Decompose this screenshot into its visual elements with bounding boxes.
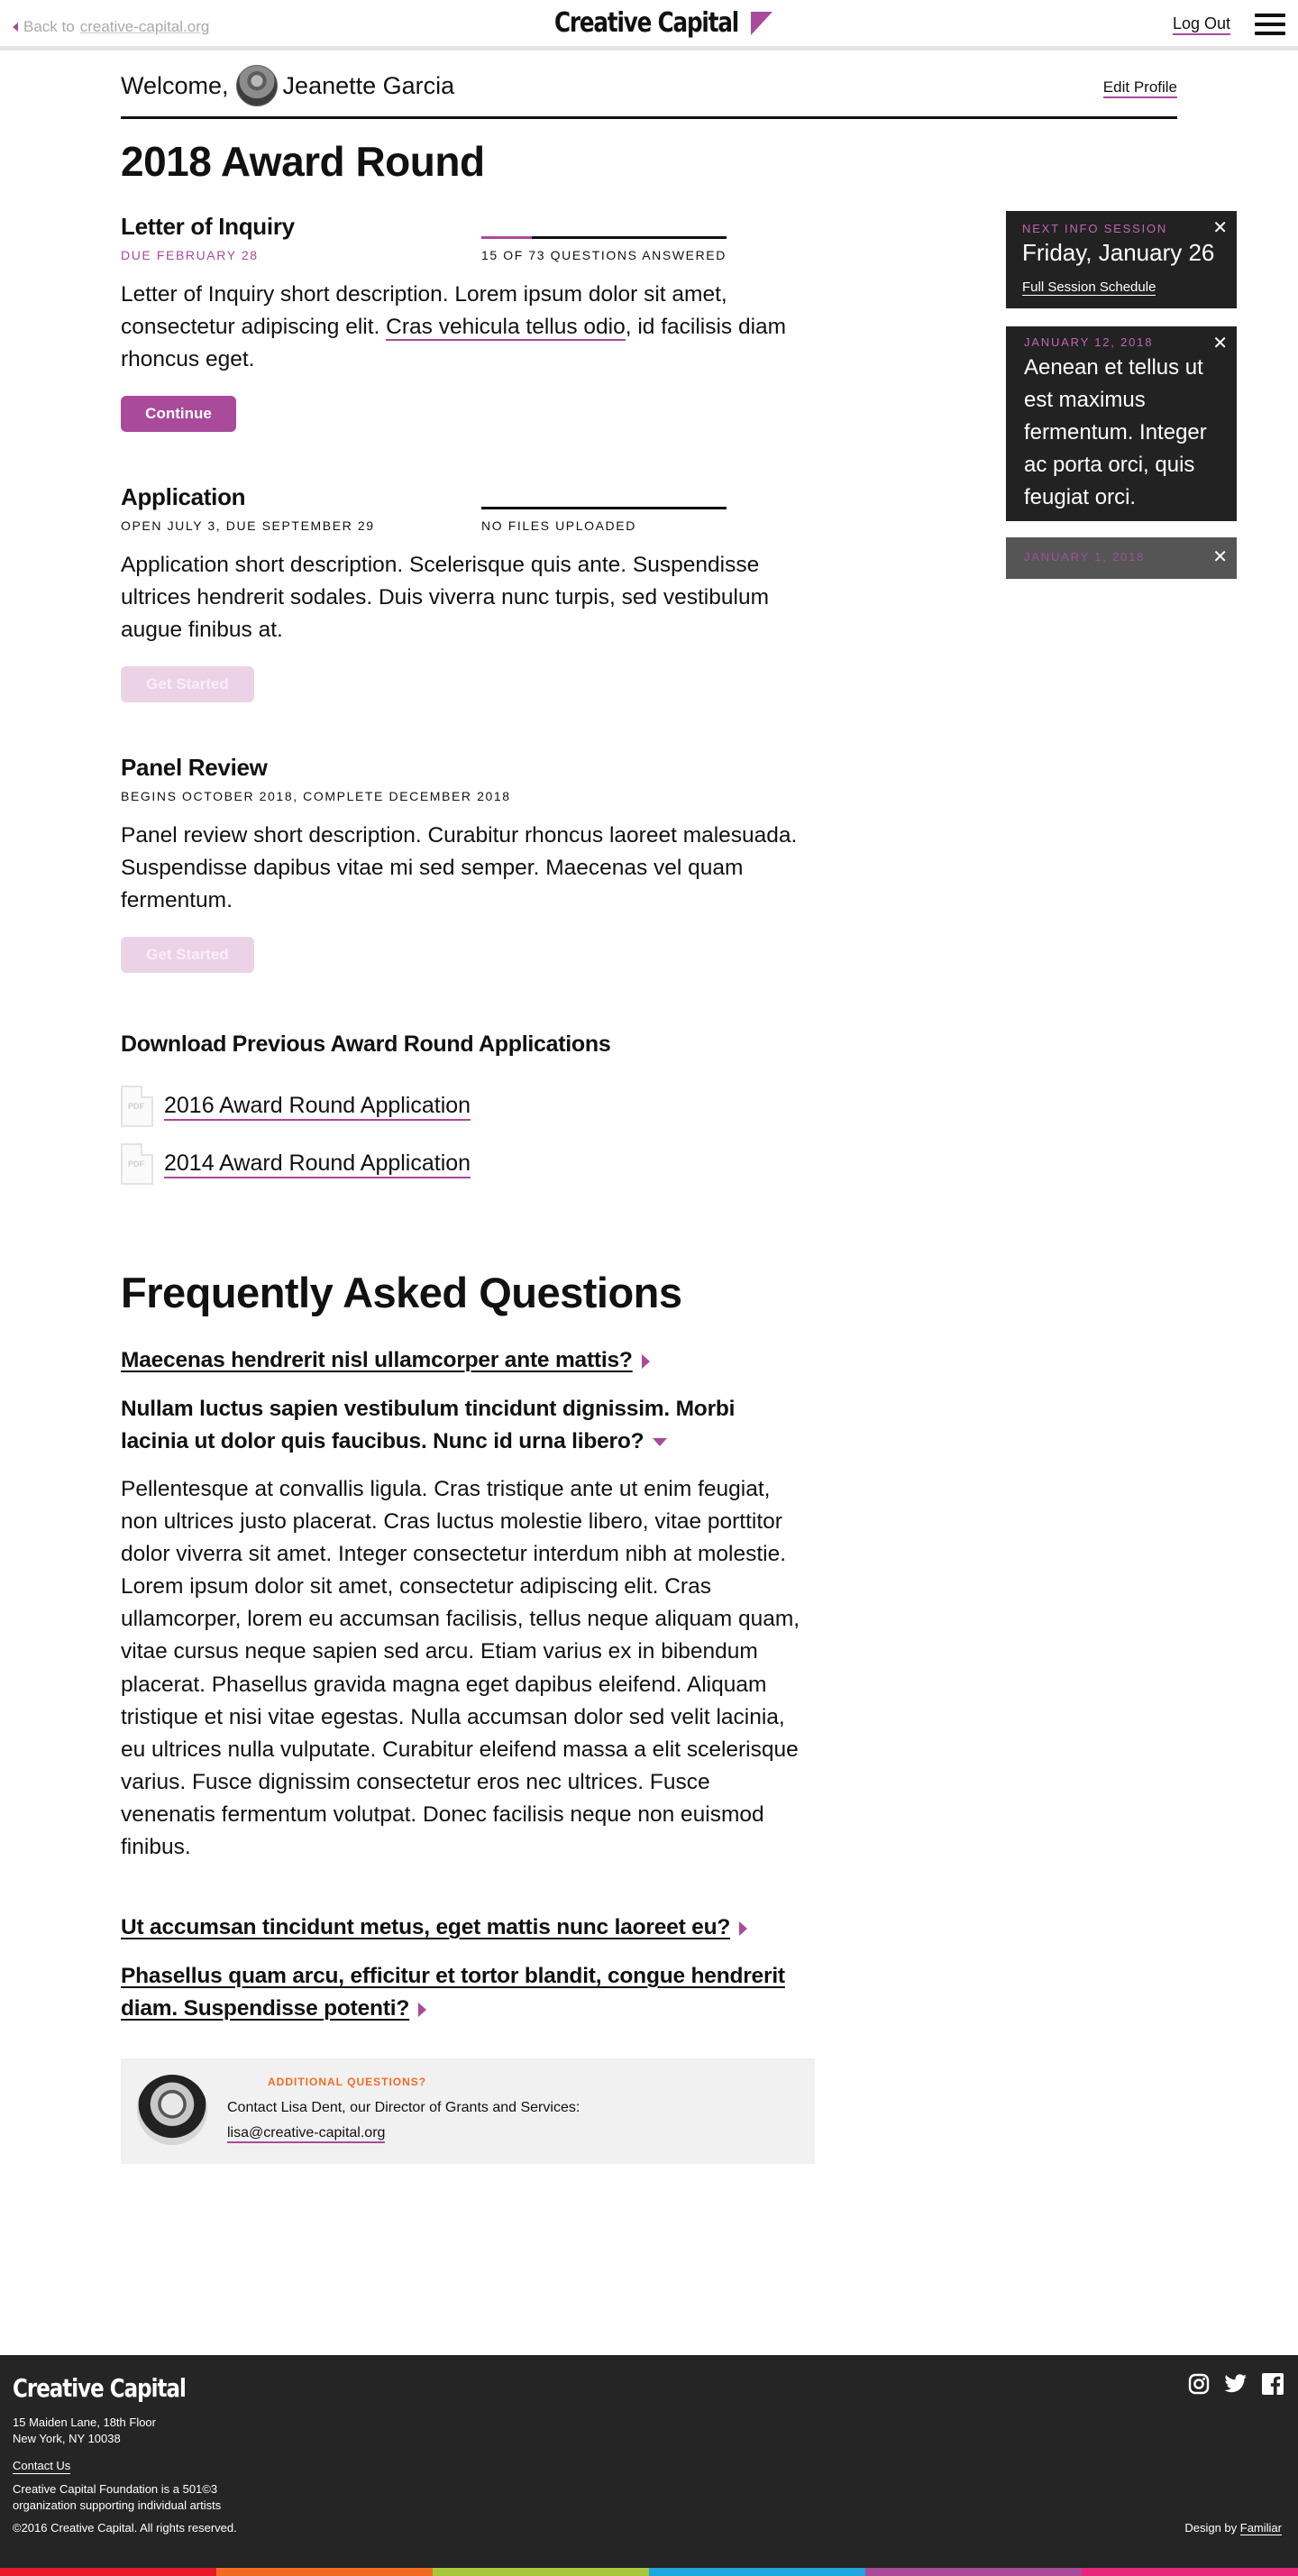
color-strip-segment — [865, 2568, 1082, 2576]
footer-brand: Creative Capital — [13, 2373, 186, 2403]
chevron-left-icon — [13, 23, 18, 32]
info-session-card — [1006, 211, 1237, 308]
faq-question-text: Nullam luctus sapien vestibulum tincidunt dignissim. Morbi lacinia ut dolor quis faucibus. Nunc id urna libero? — [121, 1397, 736, 1453]
faq-question[interactable] — [121, 1344, 806, 1377]
step-description — [121, 279, 806, 376]
faq-question-text: Maecenas hendrerit nisl ullamcorper ante mattis? — [121, 1348, 633, 1372]
progress-label: 15 OF 73 QUESTIONS ANSWERED — [481, 248, 727, 262]
step-due-date: DUE FEBRUARY 28 — [121, 248, 259, 262]
color-strip-segment — [0, 2568, 216, 2576]
footer — [0, 2355, 1298, 2576]
twitter-icon[interactable] — [1224, 2374, 1248, 2394]
download-link-2014[interactable]: 2014 Award Round Application — [164, 1150, 471, 1178]
close-icon[interactable]: ✕ — [1212, 218, 1228, 238]
color-strip-segment — [649, 2568, 865, 2576]
user-name: Jeanette Garcia — [282, 71, 455, 99]
triangle-down-icon — [653, 1438, 667, 1446]
faq-answer: Pellentesque at convallis ligula. Cras tristique ante ut enim feugiat, non ultrices justo placerat. Cras luctus molestie libero, vitae porttitor dolor viverra sit amet. Integer consectetur interdum nibh at molestie. Lorem ipsum dolor sit amet, consectetur adipiscing elit. Cras ullamcorper, lorem eu accumsan facilisis, tellus neque aliquam quam, vitae cursus neque sapien sed arcu. Etiam varius ex in bibendum placerat. Phasellus gravida magna eget dapibus eleifend. Aliquam tristique et nisi vitae egestas. Nulla accumsan dolor sed velit lacinia, eu ultrices nulla vulputate. Curabitur eleifend massa a elit scelerisque varius. Fusce dignissim consectetur eros nec ultrices. Fusce venenatis fermentum volutpat. Donec facilisis neque non euismod finibus. — [121, 1477, 800, 1860]
step-title: Panel Review — [121, 754, 268, 781]
step-description-text: Letter of Inquiry short description. Lorem ipsum dolor sit amet, consectetur adipiscing elit. — [121, 282, 727, 339]
address-line: 15 Maiden Lane, 18th Floor — [13, 2416, 156, 2429]
back-link[interactable] — [13, 18, 209, 36]
faq-question[interactable] — [121, 1960, 806, 2025]
news-card — [1006, 326, 1237, 521]
download-item — [121, 1086, 471, 1127]
faq-question-text: Phasellus quam arcu, efficitur et tortor blandit, congue hendrerit diam. Suspendisse potenti? — [121, 1964, 785, 2021]
logout-link[interactable]: Log Out — [1173, 14, 1230, 35]
step-panel-review — [121, 754, 806, 973]
footer-mission: Creative Capital Foundation is a 501©3 organization supporting individual artists — [13, 2482, 222, 2512]
brand-triangle-icon — [751, 12, 772, 35]
step-dates: OPEN JULY 3, DUE SEPTEMBER 29 — [121, 518, 375, 533]
facebook-icon[interactable] — [1262, 2373, 1284, 2395]
color-strip-segment — [433, 2568, 649, 2576]
design-credit-link[interactable]: Familiar — [1239, 2521, 1282, 2535]
instagram-icon[interactable] — [1188, 2373, 1210, 2395]
page-title: 2018 Award Round — [121, 138, 485, 185]
step-dates: BEGINS OCTOBER 2018, COMPLETE DECEMBER 2018 — [121, 789, 511, 803]
faq-question-text: Ut accumsan tincidunt metus, eget mattis nunc laoreet eu? — [121, 1915, 731, 1939]
pdf-icon-label: PDF — [128, 1160, 144, 1169]
contact-email-link[interactable]: lisa@creative-capital.org — [227, 2124, 385, 2143]
faq-title: Frequently Asked Questions — [121, 1269, 682, 1316]
pdf-icon-label: PDF — [128, 1102, 144, 1111]
step-description-text-end: , id facilisis diam rhoncus eget. — [121, 315, 787, 371]
design-prefix: Design by — [1184, 2521, 1238, 2535]
footer-address — [13, 2415, 156, 2447]
faq-question-open[interactable] — [121, 1393, 806, 1458]
triangle-right-icon — [418, 2003, 426, 2017]
edit-profile-link[interactable]: Edit Profile — [1103, 78, 1177, 98]
step-description: Application short description. Scelerisque quis ante. Suspendisse ultrices hendrerit sodales. Duis viverra nunc turpis, sed vestibulum augue finibus at. — [121, 553, 769, 642]
top-bar — [0, 0, 1298, 50]
step-title: Letter of Inquiry — [121, 213, 295, 240]
get-started-button[interactable]: Get Started — [121, 937, 254, 973]
step-application — [121, 483, 806, 702]
color-strip — [0, 2568, 1298, 2576]
card-date: JANUARY 12, 2018 — [1024, 335, 1154, 349]
info-session-date: Friday, January 26 — [1022, 239, 1215, 266]
brand-logo[interactable] — [554, 7, 780, 39]
continue-button[interactable]: Continue — [121, 396, 236, 432]
pdf-file-icon — [121, 1086, 153, 1127]
contact-us-link[interactable]: Contact Us — [13, 2459, 71, 2472]
collapsed-news-card[interactable] — [1006, 537, 1237, 579]
get-started-button[interactable]: Get Started — [121, 666, 254, 702]
upload-label: NO FILES UPLOADED — [481, 518, 636, 533]
footer-copyright: ©2016 Creative Capital. All rights reserved. — [13, 2521, 237, 2535]
close-icon[interactable]: ✕ — [1212, 547, 1228, 567]
card-body: Aenean et tellus ut est maximus fermentum. Integer ac porta orci, quis feugiat orci. — [1024, 355, 1207, 509]
contact-text: Contact Lisa Dent, our Director of Grants and Services: — [227, 2100, 580, 2115]
menu-icon[interactable] — [1255, 14, 1285, 35]
back-link-prefix: Back to — [23, 18, 75, 35]
avatar — [236, 65, 278, 106]
download-link-2016[interactable]: 2016 Award Round Application — [164, 1092, 471, 1121]
progress-bar-fill — [481, 236, 532, 239]
progress-indicator — [481, 236, 727, 262]
color-strip-segment — [216, 2568, 433, 2576]
triangle-right-icon — [642, 1354, 650, 1369]
social-links — [1188, 2373, 1284, 2395]
upload-bar — [481, 507, 727, 509]
address-line: New York, NY 10038 — [13, 2432, 121, 2445]
back-link-url: creative-capital.org — [79, 18, 210, 35]
card-kicker: NEXT INFO SESSION — [1022, 222, 1168, 235]
downloads-heading: Download Previous Award Round Applications — [121, 1031, 611, 1057]
close-icon[interactable]: ✕ — [1212, 334, 1228, 353]
brand-wordmark: Creative Capital — [554, 7, 739, 39]
download-item — [121, 1143, 471, 1185]
step-letter-of-inquiry — [121, 213, 806, 432]
triangle-right-icon — [739, 1921, 747, 1936]
description-link[interactable]: Cras vehicula tellus odio — [386, 315, 626, 339]
welcome-bar — [121, 63, 1177, 119]
welcome-greeting — [121, 65, 454, 106]
card-date: JANUARY 1, 2018 — [1024, 550, 1146, 564]
faq-question[interactable] — [121, 1911, 806, 1944]
color-strip-segment — [1082, 2568, 1298, 2576]
upload-indicator — [481, 507, 727, 533]
welcome-label: Welcome, — [121, 71, 229, 99]
contact-avatar — [137, 2075, 207, 2145]
step-description: Panel review short description. Curabitur rhoncus laoreet malesuada. Suspendisse dapibus vitae mi sed semper. Maecenas vel quam fermentum. — [121, 823, 798, 912]
progress-bar — [481, 236, 727, 239]
footer-design-credit — [1184, 2521, 1282, 2535]
step-title: Application — [121, 483, 246, 510]
contact-kicker: ADDITIONAL QUESTIONS? — [268, 2076, 427, 2088]
pdf-file-icon — [121, 1143, 153, 1185]
session-schedule-link[interactable]: Full Session Schedule — [1022, 280, 1156, 295]
contact-box — [121, 2058, 815, 2164]
